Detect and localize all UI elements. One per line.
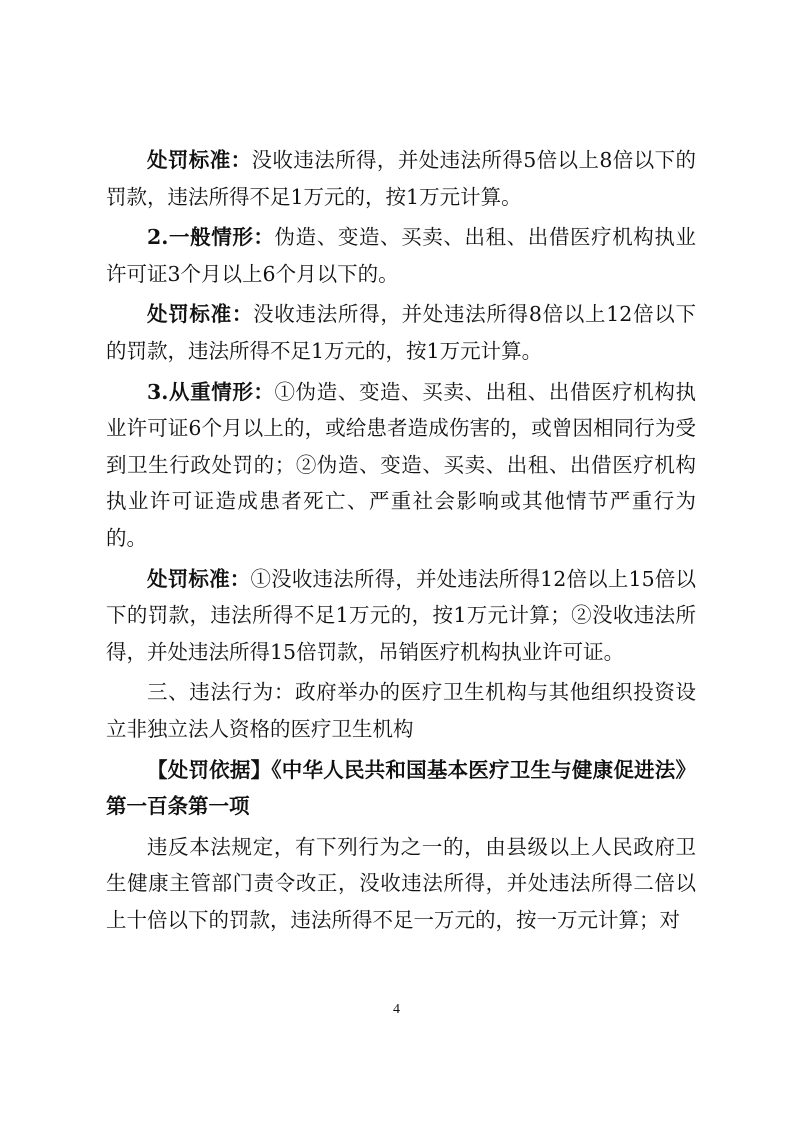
paragraph-text: ①伪造、变造、买卖、出租、出借医疗机构执业许可证6个月以上的，或给患者造成伤害的，或曾因相同行为受到卫生行政处罚的；②伪造、变造、买卖、出租、出借医疗机构执业许可证造成患者死亡、严重社会影响或其他情节严重行为的。 [106,379,697,550]
paragraph-text: 《中华人民共和国基本医疗卫生与健康促进法》第一百条第一项 [106,757,696,819]
paragraph-lead: 处罚标准： [147,302,254,327]
penalty-standard-paragraph-3 [106,561,696,671]
paragraph-text: 没收违法所得，并处违法所得5倍以上8倍以下的罚款，违法所得不足1万元的，按1万元计算。 [106,148,697,209]
paragraph-lead: 【处罚依据】 [147,757,272,782]
paragraph-lead: 处罚标准： [147,148,252,172]
paragraph-lead: 处罚标准： [147,566,251,591]
penalty-standard-paragraph-2 [106,296,696,369]
violation-heading-paragraph [106,674,696,747]
paragraph-text: 伪造、变造、买卖、出租、出借医疗机构执业许可证3个月以上6个月以下的。 [106,225,697,286]
paragraph-text: 违反本法规定，有下列行为之一的，由县级以上人民政府卫生健康主管部门责令改正，没收违法所得，并处违法所得二倍以上十倍以下的罚款，违法所得不足一万元的，按一万元计算；对 [106,834,696,932]
paragraph-text: 没收违法所得，并处违法所得8倍以上12倍以下的罚款，违法所得不足1万元的，按1万元计算。 [106,302,696,363]
paragraph-text: 三、违法行为：政府举办的医疗卫生机构与其他组织投资设立非独立法人资格的医疗卫生机构 [106,680,696,741]
document-body [106,142,696,938]
paragraph-text: ①没收违法所得，并处违法所得12倍以上15倍以下的罚款，违法所得不足1万元的，按1万元计算；②没收违法所得，并处违法所得15倍罚款，吊销医疗机构执业许可证。 [106,566,697,664]
general-case-paragraph [106,219,696,292]
legal-basis-paragraph [106,752,696,825]
aggravated-case-paragraph [106,374,696,557]
statute-text-paragraph [106,829,696,939]
paragraph-lead: 3.从重情形： [147,379,275,404]
page-number: 4 [393,1002,400,1017]
penalty-standard-paragraph-1 [106,142,696,215]
paragraph-lead: 2.一般情形： [147,225,275,250]
